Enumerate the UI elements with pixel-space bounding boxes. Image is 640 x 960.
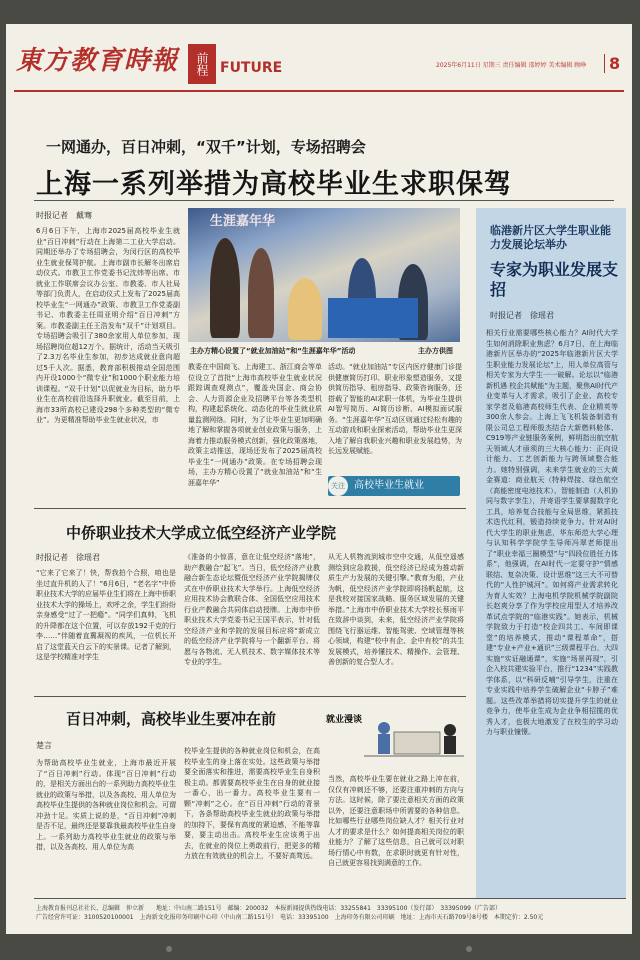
header-meta: 2025年6月11日 星期三 责任编辑 邵婷婷 美术编辑 顾峥 [436,62,587,69]
sidebar-title: 临港新片区大学生职业能力发展论坛举办 [490,224,611,251]
lead-headline: 上海一系列举措为高校毕业生求职保驾 [36,169,512,200]
section-label [188,44,216,84]
footer-info [36,904,626,922]
lead-byline: 时报记者 戴骞 [36,211,92,220]
lead-column-1: 6月6日下午，上海市2025届高校毕业生就业“百日冲刺”行动在上海第二工业大学启动。同期还举办了专场招聘会，为闵行区的高校毕业生就业保驾护航。上海市副市长解冬出席启动仪式。市教卫工作党委书记沈炜等出席。市就业工作联席会议办公室、市教委、市人社局等部门负责人，在启动仪式上发布了2025届高校毕业生“一网通办”政策、市教卫工作党委副书记、市教委主任周亚明介绍“百日冲刺”方案。市教委副主任王浩发布“双千”计划项目。专场招聘会吸引了380余家用人单位参加，现场招聘岗位超12万个。据统计，活动当天吸引了2.3万名毕业生参加，初步达成就业意向超过5千人次。据悉，教育部积极推动全国范围内开设1000个“微专业”和1000个职业能力培训课程。“双千计划”以促就业为目标，助力毕业生在高校前沿选择升职就业。截至目前，上海市33所高校已建设298个多种类型的“微专业”。为更精准帮助毕业生就业状况，市 [36,227,180,424]
follow-dot: 关注 [328,476,348,496]
article2-column-1: “它来了它来了！快，帮我拍个合照，咱也是坐过直升机的人了！”6月6日，“老名字”中侨职业技术大学的应届毕业生们将在上海中侨职业技术大学的操场上，欢呼之余，学生们纷纷亲身感受“过了一把瘾”。“同学们真帅，飞机的升降都在这个位置，可以存放192千克的行李……”伴随着直冀凝视的疾风，一位机长开启了这堂蓝天白云下的实景课。记者了解到，这是学校精准对学生 [36,569,176,661]
binding-hole [466,946,472,952]
section-english: FUTURE [220,60,283,76]
masthead-rule [14,90,624,92]
newspaper-page [6,24,632,934]
article3-column-2: 校毕业生提供的各种就业岗位和机会，在高校毕业生的身上落在实处。这些政策与举措要全面落实和推进，需要高校毕业生自身积极主动。都需要高校毕业生在自身的就业接一番心，出一番力。高校毕业生要有一颗“冲刺”之心。在“百日冲刺”行动的背景下，各条帮助高校毕业生就业的政策与举措的加持下，要保有高度的紧迫感，不能等靠要，要主动出击。高校毕业生应该勇于出去，在就业的岗位上勇敢前行，把更多的精力放在有效就业的机会上，不要好高骛远。 [184,747,320,860]
article2-column-3: 从无人机物流到城市空中交通，从低空遥感测绘到应急救援，低空经济已经成为推动新质生产力发展的关键引擎。”教育为船，产业为帆，低空经济产业学院即将扬帆起航，这是我校对接国家战略、服务区域发展的关键举措。”上海市中侨职业技术大学校长蔡雨平在致辞中谈到，未来，低空经济产业学院将围绕飞行器运维、智能驾驶、空域管理等核心领域，构建“校中有企、企中有校”的共生发展模式，培养懂技术、精操作、会管理、善创新的复合型人才。 [328,553,464,666]
photo-banner-text: 生涯嘉年华 [210,214,276,229]
footer-line-2: 广告经营许可证：3100520100001 上海新文化报印务印刷中心印（中山南二路151号） 电话：33395100 上海印务有限公司印刷 地址：上海市天石路709号8号楼 本期定价：2.50元 [36,914,544,921]
photo-credit: 主办方供图 [418,347,453,355]
article3-headline: 百日冲刺，高校毕业生要冲在前 [66,710,277,728]
page-number: 8 [604,54,620,73]
article2-byline: 时报记者 徐瑶君 [36,553,100,562]
binding-hole [166,946,172,952]
masthead-logo: 東方教育時報 [16,46,179,76]
article3-byline: 楚言 [36,741,52,750]
lead-column-2: 教委在中国商飞、上海建工、浙江商会等单位设立了首批“上海市高校毕业生就业状况跟踪调查观测点”，覆盖央国企、商会协会、人力资源企业及招聘平台等各类型机构，构建起系统化、动态化的毕业生就业质量监测网络。同时，为了让毕业生更加明确地了解和掌握各项就业创业政策与服务，上海着力推动服务模式创新，强化政策落地，政策主动推送，现场还发布了2025届高校毕业生“一网通办”政策。在专场招聘会现场，主办方精心设置了“就业加油站”和“生涯嘉年华” [188,363,322,487]
follow-tag [328,476,460,496]
sidebar-body: 相关行业需要哪些核心能力？AI时代大学生如何消除职业焦虑？6月7日，在上海临港新片区举办的“2025年临港新片区大学生职业能力发展论坛”上，用人单位高管与相关专家为大学生一一破解。论坛以“临港新机遇 校企共赋能”为主题，聚焦AI时代产业变革与人才需求，吸引了企业、高校专家学者及临港高校师生代表、企业精英等300余人参会。上海上飞飞机装备制造有限公司总工程师殷杰结合大新燃料舱体、C919等产业链服务案例，鲜明指出航空航天领域人才亟须的三大核心能力：正向设计能力、工艺创新能力与跨领域整合能力。她特别强调，未来学生就业的三大黄金赛道：商业航天（特种焊接、绿色航空（高能密度电池技术）、智能制造（人机协同与数字孪生），并寄语学生要掌握数字化工具，培养复合技能与全局思维，紧抓技术迭代红利，锻造持续竞争力。针对AI时代大学生的职业焦虑，华东师范大学心理与认知科学学院学生导师冯翠老师提出了“职业幸福三圈模型”与“四段位胜任力体系”，他强调，在AI时代一定要守护“情感联结、复杂决策、设计思维”这三大不可替代的“人性护城河”。如何将产业需求转化为育人实效？上海电机学院机械学院副院长赵爽分享了作为学校应用型人才培养改革试点学院的“临港实践”。她表示，机械学院致力于打造“校企四共工、车间即课堂”的培养模式，推动“课程革命”，搭建“专业+产业+通识”三级课程平台，大四实施“实证融通课”，实施“场景再现”，引企入校共建实验平台，推行“1234”实践教学体系，以“科研反哺”引导学生，注重在专业实践中培养学生破解企业“卡脖子”难题。这些改革举措将切实提升学生的就业竞争力，使毕业生成为企业争相招揽的优秀人才，也极大地激发了在校生的学习动力与职业憧憬。 [486,329,618,736]
article2-headline: 中侨职业技术大学成立低空经济产业学院 [66,524,337,542]
article2-column-2: 《准备的小惊喜，意在让低空经济“落地”，助产教融合“起飞”。当日，低空经济产业教融合新生态论坛暨低空经济产业学院揭牌仪式在中侨职业技术大学举行。上海低空经济应用技术协会教联合体、全国低空应用技术行业产教融合共同体启动授牌。上海市中侨职业技术大学党委书记王国平表示，针对低空经济产业和学院的发展目标应将“新成立的低空经济产业学院将与一个翻新平台、将愿与各物流、无人机技术、数字媒体技术等专业的学生。 [184,553,320,666]
lead-kicker: 一网通办，百日冲刺，“双千”计划，专场招聘会 [46,138,366,156]
column-illustration [324,708,469,768]
lead-divider [34,200,614,201]
sidebar-byline: 时报记者 徐瑶君 [490,311,554,320]
sidebar-headline: 专家为职业发展支招 [490,260,619,299]
article3-column-1: 为帮助高校毕业生就业，上海市最近开展了“百日冲刺”行动。体现“百日冲刺”行动的，是相关方面出台的一系列助力高校毕业生就业的政策与举措，以及各高校、用人单位为高校毕业生提供的各种就业岗位和机会。可谓冲劲十足。实质上说的是，“百日冲刺”冲刺是否不足，最终还是要靠我最高校毕业生自身上。一系列助力高校毕业生就业的政策与举措，以及各高校、用人单位为高 [36,759,176,851]
photo-caption: 主办方精心设置了“就业加油站”和“生涯嘉年华”活动 [190,347,356,355]
lead-column-3: 活动。“就业加油站”专区内医疗健康门诊提供健康简历打印、职业形象塑造服务，又提供简历指导、租房指导、政策咨询服务，还搭载了智能的AI求职一体机，为毕业生提供AI智写简历、AI简历诊断、AI模拟面试服务。“生涯嘉年华”互动区则通过轻松有趣的互动游戏和职业探索活动，帮助毕业生更深入地了解自我职业兴趣和职业发展趋势，为长远发展赋能。 [328,363,462,455]
illustration-label: 就业漫谈 [326,715,363,725]
footer-rule [34,898,626,899]
article3-divider [34,696,466,697]
section-label-text: 前程 [195,52,209,76]
article3-column-3: 当然，高校毕业生要在就业之路上冲在前，仅仅有冲刺还不够，还要注重冲刺的方向与方法。这时候，除了要注意相关方面的政策以外，还要注意职场中所需要的各种信息。比如哪些行业哪些岗位缺人才？相关行业对人才的要求是什么？如何提高相关岗位的职业能力？了解了这些信息，自己就可以对职场行情心中有数，在求职时就更有针对性，自己就更容易找到满意的工作。 [328,775,464,867]
footer-line-1: 上海教育报刊总社社长、总编辑 仲立新 地址：中山南二路151号 邮编：200032 本报新闻提供热线电话：33255841 33395100（发行部） 33395099（广告部） [36,905,501,912]
article2-divider [34,508,466,509]
follow-label: 高校毕业生就业 [354,480,424,491]
